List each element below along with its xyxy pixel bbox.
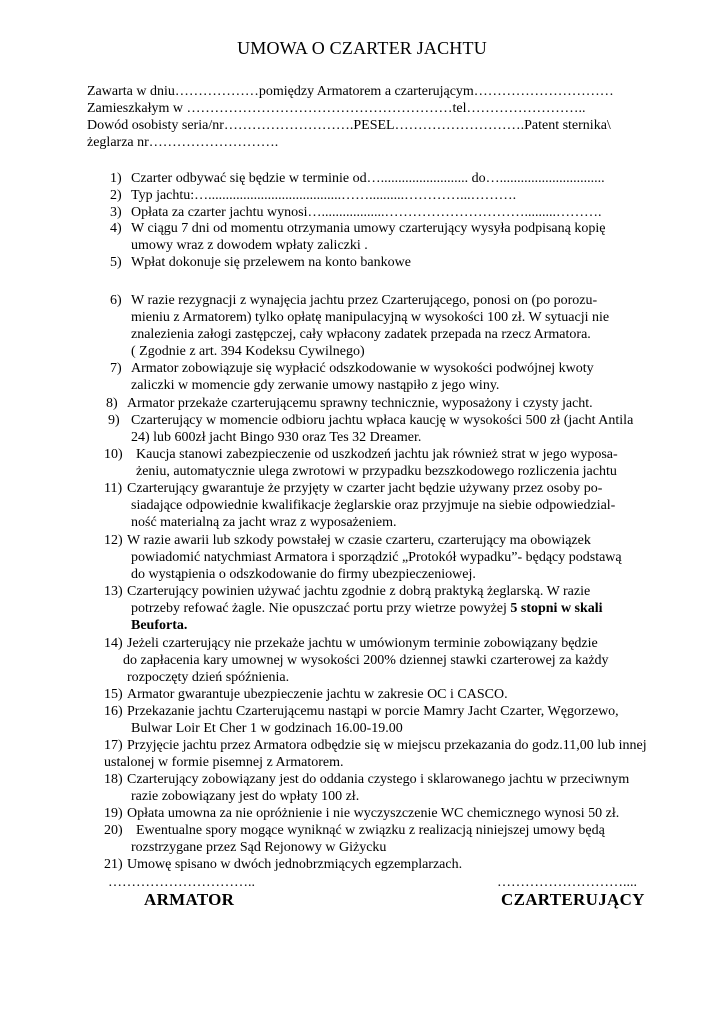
clause-14-text-2: do zapłacenia kary umownej w wysokości 200% dziennej stawki czarterowej za każdy bbox=[123, 653, 609, 668]
clause-3-number: 3) bbox=[110, 205, 122, 220]
header-line-license: żeglarza nr………………………. bbox=[87, 135, 279, 150]
clause-12-text-2: powiadomić natychmiast Armatora i sporządzić „Protokół wypadku”- będący podstawą bbox=[131, 550, 622, 565]
clause-2-text: Typ jachtu:…......................................……..........…………...………. bbox=[131, 188, 517, 203]
clause-13-wind-limit: 5 stopni w skali bbox=[510, 601, 603, 616]
document-title: UMOWA O CZARTER JACHTU bbox=[237, 38, 487, 58]
clause-19-number: 19) bbox=[104, 806, 123, 821]
clause-12-number: 12) bbox=[104, 533, 123, 548]
clause-11-text-1: Czarterujący gwarantuje że przyjęty w czarter jacht będzie używany przez osoby po- bbox=[127, 481, 603, 496]
clause-15-number: 15) bbox=[104, 687, 123, 702]
clause-11-text-3: ność materialną za jacht wraz z wyposażeniem. bbox=[131, 515, 397, 530]
clause-7-text-1: Armator zobowiązuje się wypłacić odszkodowanie w wysokości podwójnej kwoty bbox=[131, 361, 594, 376]
clause-2-number: 2) bbox=[110, 188, 122, 203]
clause-20-text-1: Ewentualne spory mogące wyniknąć w związku z realizacją niniejszej umowy będą bbox=[136, 823, 605, 838]
clause-18-number: 18) bbox=[104, 772, 123, 787]
czarterujacy-label: CZARTERUJĄCY bbox=[501, 890, 645, 909]
clause-6-text-2: mieniu z Armatorem) tylko opłatę manipulacyjną w wysokości 100 zł. W sytuacji nie bbox=[131, 310, 610, 325]
clause-6-text-3: znalezienia załogi zastępczej, cały wpłacony zadatek przepada na rzecz Armatora. bbox=[131, 327, 591, 342]
clause-11-number: 11) bbox=[104, 481, 123, 496]
clause-6-text-1: W razie rezygnacji z wynajęcia jachtu przez Czarterującego, ponosi on (po porozu- bbox=[131, 293, 598, 308]
clause-15-text: Armator gwarantuje ubezpieczenie jachtu w zakresie OC i CASCO. bbox=[127, 687, 508, 702]
clause-9-text-2: 24) lub 600zł jacht Bingo 930 oraz Tes 32 Dreamer. bbox=[131, 430, 422, 445]
clause-14-number: 14) bbox=[104, 636, 123, 651]
header-line-date: Zawarta w dniu………………pomiędzy Armatorem a czarterującym………………………… bbox=[87, 84, 614, 99]
clause-4-text-1: W ciągu 7 dni od momentu otrzymania umowy czarterujący wysyła podpisaną kopię bbox=[131, 221, 606, 236]
clause-1-text: Czarter odbywać się będzie w terminie od…......................... do….............................. bbox=[131, 171, 605, 186]
clause-13-text-2 bbox=[131, 600, 603, 617]
clause-17-text-2: ustalonej w formie pisemnej z Armatorem. bbox=[104, 755, 344, 770]
clause-5-text: Wpłat dokonuje się przelewem na konto bankowe bbox=[131, 255, 411, 270]
clause-19-text: Opłata umowna za nie opróżnienie i nie wyczyszczenie WC chemicznego wynosi 50 zł. bbox=[127, 806, 620, 821]
clause-14-text-3: rozpoczęty dzień spóźnienia. bbox=[127, 670, 290, 685]
header-line-address: Zamieszkałym w …………………………………………………tel…………………….. bbox=[87, 101, 586, 116]
clause-12-text-3: do wystąpienia o odszkodowanie do firmy ubezpieczeniowej. bbox=[131, 567, 476, 582]
clause-17-text-1: Przyjęcie jachtu przez Armatora odbędzie się w miejscu przekazania do godz.11,00 lub innej bbox=[127, 738, 647, 753]
clause-17-number: 17) bbox=[104, 738, 123, 753]
clause-16-text-2: Bulwar Loir Et Cher 1 w godzinach 16.00-19.00 bbox=[131, 721, 403, 736]
clause-9-text-1: Czarterujący w momencie odbioru jachtu wpłaca kaucję w wysokości 500 zł (jacht Antila bbox=[131, 413, 634, 428]
clause-13-text-3: Beuforta. bbox=[131, 618, 188, 633]
clause-4-number: 4) bbox=[110, 221, 122, 236]
clause-10-number: 10) bbox=[104, 447, 123, 462]
clause-12-text-1: W razie awarii lub szkody powstałej w czasie czarteru, czarterujący ma obowiązek bbox=[127, 533, 591, 548]
clause-6-text-4: ( Zgodnie z art. 394 Kodeksu Cywilnego) bbox=[131, 344, 365, 359]
clause-5-number: 5) bbox=[110, 255, 122, 270]
clause-10-text-2: żeniu, automatycznie ulega zwrotowi w przypadku bezszkodowego rozliczenia jachtu bbox=[136, 464, 617, 479]
clause-18-text-2: razie zobowiązany jest do wpłaty 100 zł. bbox=[131, 789, 360, 804]
clause-3-text: Opłata za czarter jachtu wynosi…..................………………………….........………. bbox=[131, 205, 602, 220]
clause-13-number: 13) bbox=[104, 584, 123, 599]
clause-7-text-2: zaliczki w momencie gdy zerwanie umowy nastąpiło z jego winy. bbox=[131, 378, 500, 393]
clause-16-number: 16) bbox=[104, 704, 123, 719]
clause-6-number: 6) bbox=[110, 293, 122, 308]
armator-label: ARMATOR bbox=[144, 890, 235, 909]
clause-16-text-1: Przekazanie jachtu Czarterującemu nastąpi w porcie Mamry Jacht Czarter, Węgorzewo, bbox=[127, 704, 619, 719]
clause-10-text-1: Kaucja stanowi zabezpieczenie od uszkodzeń jachtu jak również strat w jego wyposa- bbox=[136, 447, 618, 462]
clause-14-text-1: Jeżeli czarterujący nie przekaże jachtu w umówionym terminie zobowiązany będzie bbox=[127, 636, 598, 651]
clause-18-text-1: Czarterujący zobowiązany jest do oddania czystego i sklarowanego jachtu w przeciwnym bbox=[127, 772, 630, 787]
czarterujacy-signature-line: ……………………….... bbox=[497, 875, 637, 890]
armator-signature-line: ………………………….. bbox=[108, 875, 255, 890]
clause-11-text-2: siadające odpowiednie kwalifikacje żeglarskie oraz przyjmuje na siebie odpowiedzial- bbox=[131, 498, 616, 513]
clause-13-text-1: Czarterujący powinien używać jachtu zgodnie z dobrą praktyką żeglarską. W razie bbox=[127, 584, 591, 599]
clause-1-number: 1) bbox=[110, 171, 122, 186]
clause-20-text-2: rozstrzygane przez Sąd Rejonowy w Giżycku bbox=[131, 840, 387, 855]
clause-4-text-2: umowy wraz z dowodem wpłaty zaliczki . bbox=[131, 238, 368, 253]
clause-9-number: 9) bbox=[108, 413, 120, 428]
clause-8-text: Armator przekaże czarterującemu sprawny technicznie, wyposażony i czysty jacht. bbox=[127, 396, 593, 411]
header-line-id: Dowód osobisty seria/nr……………………….PESEL……………………….Patent sternika\ bbox=[87, 118, 611, 133]
clause-21-text: Umowę spisano w dwóch jednobrzmiących egzemplarzach. bbox=[127, 857, 463, 872]
clause-20-number: 20) bbox=[104, 823, 123, 838]
clause-8-number: 8) bbox=[106, 396, 118, 411]
clause-21-number: 21) bbox=[104, 857, 123, 872]
clause-7-number: 7) bbox=[110, 361, 122, 376]
clause-13-text-2-regular: potrzeby refować żagle. Nie opuszczać portu przy wietrze powyżej bbox=[131, 601, 511, 616]
